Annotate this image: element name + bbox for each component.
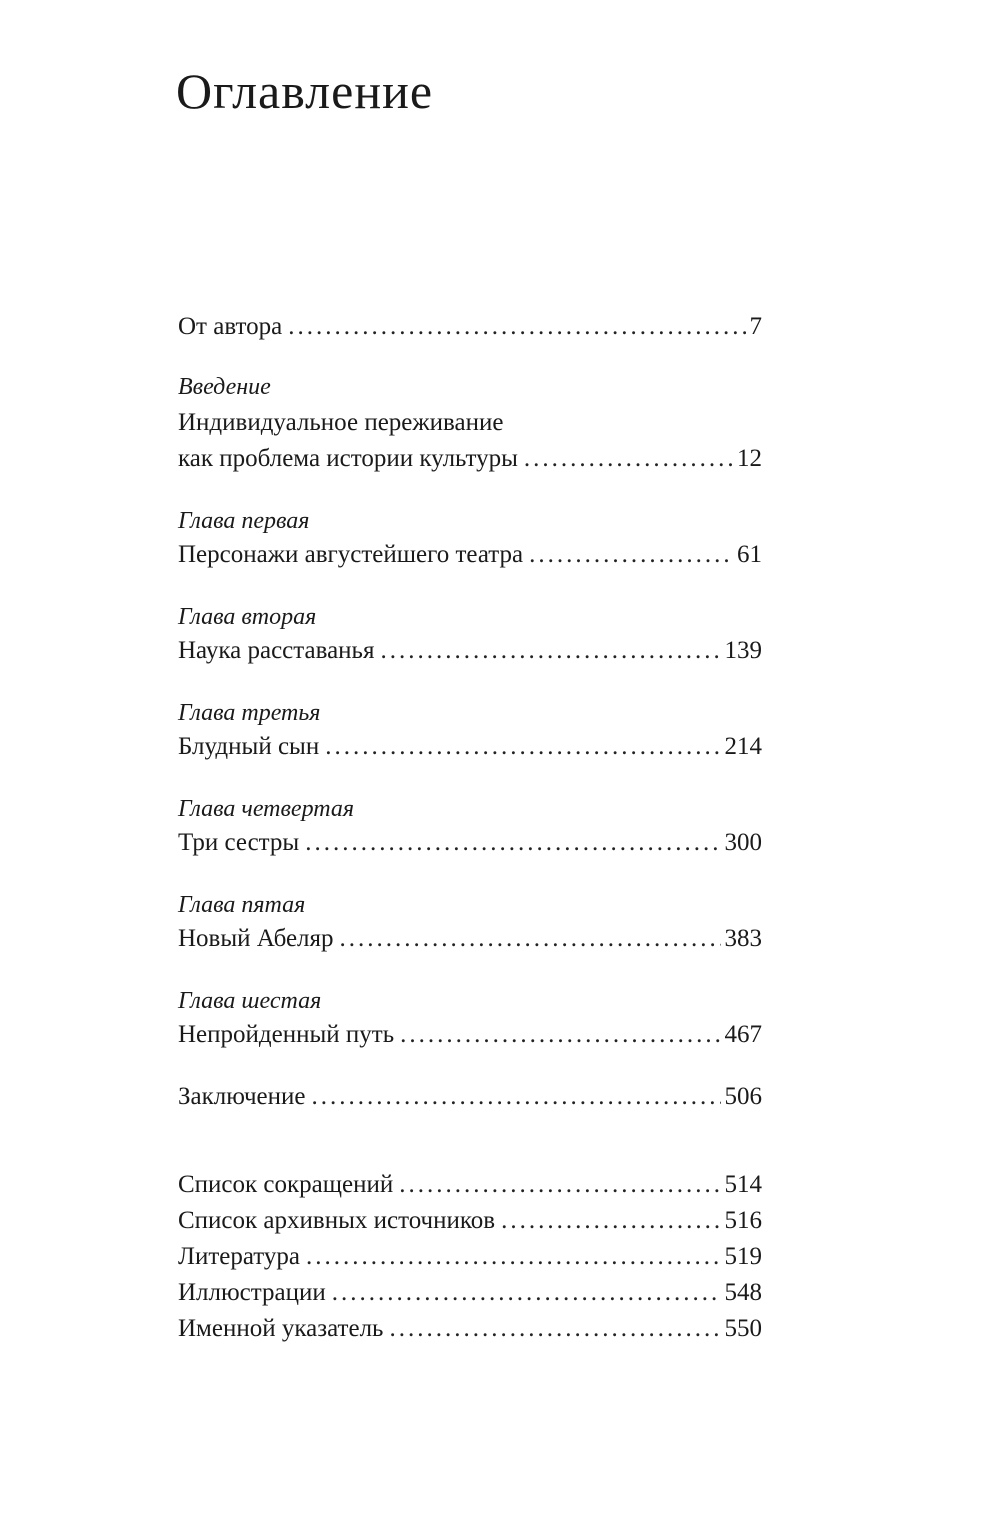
dot-leader [340,924,721,954]
chapter-label-3: Глава третья [178,700,321,726]
toc-entry-text: Непройденный путь [178,1021,395,1048]
toc-page-number: 12 [737,445,762,472]
toc-page-number: 550 [724,1315,762,1342]
dot-leader [399,1170,720,1200]
dot-leader [306,1242,721,1272]
toc-page-number: 383 [724,925,762,952]
chapter-label-2: Глава вторая [178,604,317,630]
toc-entry-index [178,1314,762,1344]
toc-page-number: 214 [724,733,762,760]
toc-page-number: 519 [724,1243,762,1270]
toc-entry-text: Новый Абеляр [178,925,334,952]
dot-leader [400,1020,720,1050]
toc-page-number: 300 [724,829,762,856]
toc-entry-chapter-6 [178,1020,762,1050]
toc-entry-illustrations [178,1278,762,1308]
toc-entry-text: Заключение [178,1083,306,1110]
dot-leader [529,540,733,570]
chapter-label-5: Глава пятая [178,892,306,918]
dot-leader [524,444,733,474]
toc-page-number: 139 [724,637,762,664]
toc-entry-chapter-3 [178,732,762,762]
toc-entry-text: Персонажи августейшего театра [178,541,524,568]
toc-entry-text: Три сестры [178,829,300,856]
page-title: Оглавление [176,63,434,119]
chapter-label-intro: Введение [178,374,271,400]
toc-entry-chapter-1 [178,540,762,570]
toc-entry-intro [178,444,762,474]
toc-entry-text: как проблема истории культуры [178,445,518,472]
toc-entry-literature [178,1242,762,1272]
toc-page-number: 506 [724,1083,762,1110]
toc-page-number: 7 [749,313,762,340]
toc-entry-text: Блудный сын [178,733,320,760]
chapter-label-6: Глава шестая [178,988,322,1014]
dot-leader [332,1278,721,1308]
toc-entry-text: Список сокращений [178,1171,394,1198]
toc-entry-text: Литература [178,1243,300,1270]
toc-entry-abbreviations [178,1170,762,1200]
toc-page-number: 467 [724,1021,762,1048]
toc-entry-chapter-2 [178,636,762,666]
toc-entry-text: Наука расставанья [178,637,375,664]
toc-entry-chapter-5 [178,924,762,954]
toc-entry-chapter-4 [178,828,762,858]
toc-page-number: 61 [737,541,762,568]
toc-entry-intro-line1: Индивидуальное переживание [178,409,504,436]
dot-leader [288,312,745,342]
dot-leader [501,1206,720,1236]
dot-leader [312,1082,721,1112]
toc-page-number: 516 [724,1207,762,1234]
dot-leader [305,828,720,858]
toc-entry-text: Иллюстрации [178,1279,326,1306]
toc-entry-text: Список архивных источников [178,1207,496,1234]
toc-entry-preface [178,312,762,342]
dot-leader [380,636,720,666]
chapter-label-4: Глава четвертая [178,796,355,822]
dot-leader [389,1314,720,1344]
toc-entry-archives [178,1206,762,1236]
toc-entry-text: Именной указатель [178,1315,384,1342]
dot-leader [325,732,720,762]
toc-entry-text: От автора [178,313,283,340]
toc-page-number: 548 [724,1279,762,1306]
toc-entry-conclusion [178,1082,762,1112]
chapter-label-1: Глава первая [178,508,310,534]
toc-page-number: 514 [724,1171,762,1198]
